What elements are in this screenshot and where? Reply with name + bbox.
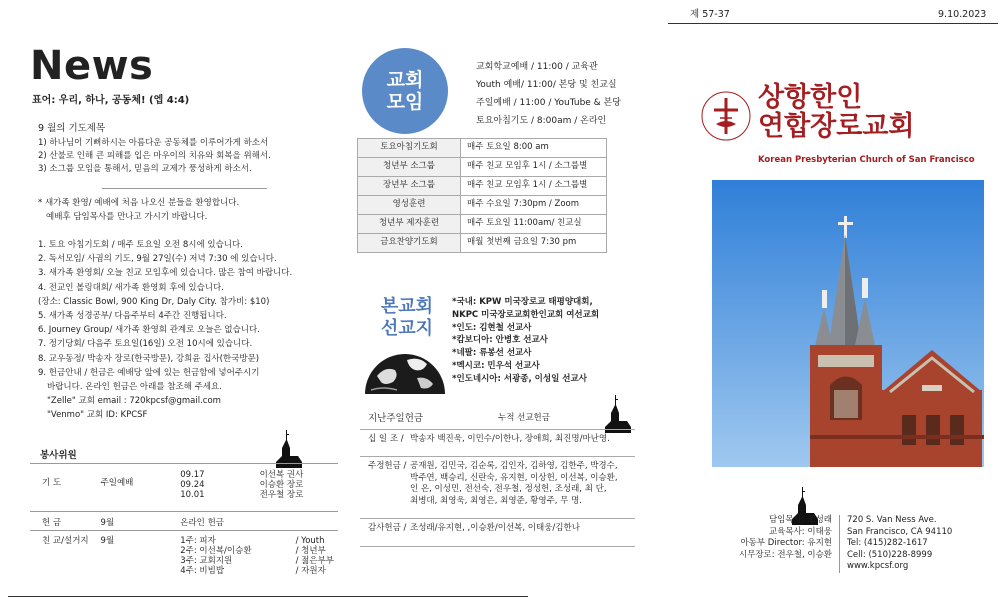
- prayer-list: [38, 137, 283, 176]
- bulletin-date: 9.10.2023: [938, 9, 987, 20]
- list-item: *국내: KPW 미국장로교 태평양대회,: [452, 297, 593, 307]
- church-name: 상항한인 연합장로교회: [758, 82, 915, 142]
- motto: 표어: 우리, 하나, 공동체! (엡 4:4): [32, 95, 190, 106]
- announcement: 2. 독서모임/ 사귐의 기도, 9월 27일(수) 저녁 7:30 에 있습니다.: [38, 254, 277, 265]
- church-address: 720 S. Van Ness Ave. San Francisco, CA 94110 Tel: (415)282-1617 Cell: (510)228-8999 www.kpcsf.org: [847, 515, 953, 571]
- divider: [360, 429, 635, 430]
- announcement: 5. 새가족 성경공부/ 다음주부터 4주간 진행됩니다.: [38, 311, 227, 322]
- table-row: 장년부 소그룹 매주 친교 모임후 1시 / 소그룹별: [358, 177, 607, 196]
- list-item: *인도: 김현철 선교사: [452, 322, 532, 333]
- announcement: "Zelle" 교회 email : 720kpcsf@gmail.com: [47, 396, 221, 407]
- divider: [839, 515, 840, 573]
- missions-list: [452, 296, 599, 386]
- announcement: 바랍니다. 온라인 헌금은 아래를 참조해 주세요.: [47, 382, 222, 393]
- meeting-schedule-table: [357, 138, 607, 253]
- news-title: News: [30, 43, 154, 89]
- offering-names: 조성래/유지현, ,이승환/이선복, 이태웅/김한나: [410, 523, 580, 533]
- staff-list: 담임목사: 조성래 교육목사: 이태웅 아동부 Director: 유지현 시무장로: 전우철, 이승환: [738, 515, 832, 560]
- offering-label: 십 일 조 /: [368, 434, 404, 444]
- globe-icon: [363, 346, 447, 398]
- announcement: 3. 새가족 환영회/ 오늘 친교 모임후에 있습니다. 많은 참여 바랍니다.: [38, 268, 293, 279]
- prayer-item: 2) 산불로 인해 큰 피해를 입은 마우이의 치유와 회복을 위해서.: [38, 151, 271, 161]
- offering-label: 주정헌금 /: [368, 461, 407, 471]
- church-silhouette-icon: [605, 395, 633, 433]
- table-row: 청년부 제자훈련 매주 토요일 11:00am/ 친교실: [358, 215, 607, 234]
- church-name-english: Korean Presbyterian Church of San Francisco: [758, 155, 975, 165]
- divider: [360, 546, 635, 547]
- list-item: 교회학교예배 / 11:00 / 교육관: [476, 62, 598, 72]
- list-item: *캄보디아: 안병호 선교사: [452, 335, 548, 346]
- list-item: *인도네시아: 서광종, 이성일 선교사: [452, 373, 587, 384]
- announcement: 9. 헌금안내 / 헌금은 예배당 앞에 있는 헌금함에 넣어주시기: [38, 367, 260, 378]
- table-row: 영성훈련 매주 수요일 7:30pm / Zoom: [358, 196, 607, 215]
- service-heading: 봉사위원: [40, 450, 77, 461]
- table-row: 친 교/설거지 9월 1주: 피자 2주: 이선복/이승환 3주: 교회지원 4주: 비빔밥 / Youth / 청년부 / 젊은부부 / 자원자: [42, 536, 334, 576]
- mission-offering-heading: 누적 선교헌금: [498, 413, 550, 423]
- offering-names: 박송자 백진욱, 이민수/이한나, 장애희, 최진명/마난영.: [410, 434, 610, 444]
- table-row: 토요아침기도회 매주 토요일 8:00 am: [358, 139, 607, 158]
- divider: [102, 188, 267, 189]
- offering-label: 감사헌금 /: [368, 523, 407, 533]
- table-row: 청년부 소그룹 매주 친교 모임후 1시 / 소그룹별: [358, 158, 607, 177]
- announcement: 6. Journey Group/ 새가족 환영회 관계로 오늘은 없습니다.: [38, 325, 260, 336]
- announcement: 8. 교우동정/ 박송자 장로(한국방문), 강희윤 집사(한국방문): [38, 353, 260, 364]
- list-item: NKPC 미국장로교회한인교회 여선교회: [452, 309, 600, 320]
- meetings-badge: 교회 모임: [362, 48, 448, 134]
- announcement: "Venmo" 교회 ID: KPCSF: [47, 410, 148, 421]
- prayer-item: 1) 하나님이 기뻐하시는 아름다운 공동체를 이루어가게 하소서: [38, 138, 269, 148]
- list-item: 토요아침기도 / 8:00am / 온라인: [476, 116, 607, 126]
- footer-rule: [8, 596, 528, 597]
- table-row: 기 도 주일예배 09.17 09.24 10.01 이선복 권사 이승환 장로 전우철 장로: [42, 469, 304, 500]
- table-row: 헌 금 9월 온라인 헌금: [42, 517, 224, 528]
- divider: [360, 456, 635, 457]
- list-item: 주일예배 / 11:00 / YouTube & 본당: [476, 98, 621, 108]
- list-item: *멕시코: 민우석 선교사: [452, 360, 540, 371]
- prayer-heading: 9 월의 기도제목: [38, 123, 106, 134]
- welcome-note: [38, 196, 288, 224]
- worship-list: [476, 58, 621, 130]
- announcement-list: [38, 238, 293, 423]
- list-item: Youth 예배/ 11:00/ 본당 및 친교실: [476, 80, 617, 90]
- announcement: 1. 토요 아침기도회 / 매주 토요일 오전 8시에 있습니다.: [38, 240, 243, 250]
- service-table: [30, 463, 338, 578]
- church-building-photo: [712, 180, 984, 467]
- table-row: 금요찬양기도회 매월 첫번째 금요일 7:30 pm: [358, 234, 607, 253]
- welcome-line: 예배후 담임목사를 만나고 가시기 바랍니다.: [46, 212, 208, 222]
- offering-heading: 지난주일헌금: [368, 413, 424, 424]
- issue-number: 제 57-37: [690, 9, 730, 20]
- announcement: 4. 전교인 볼링대회/ 새가족 환영회 후에 있습니다.: [38, 282, 224, 293]
- offering-names: 공재원, 김민국, 김순록, 김인자, 김하영, 김한주, 박경수, 박주연, 백승리, 신란숙, 유지현, 이상헌, 이선복, 이승환, 인 온, 이성민, 전선숙, 전우철, 정성헌, 조성래, 최 단, 최병대, 최영욱, 최영은, 최영준, 황영주, 무 명.: [410, 461, 618, 506]
- church-logo: [700, 90, 752, 146]
- announcement: 7. 정기당회/ 다음주 토요일(16일) 오전 10시에 있습니다.: [38, 339, 253, 350]
- announcement: (장소: Classic Bowl, 900 King Dr, Daly City. 참가비: $10): [38, 296, 270, 307]
- list-item: *네팔: 류봉선 선교사: [452, 348, 532, 359]
- welcome-line: * 새가족 환영/ 예배에 처음 나오신 분들을 환영합니다.: [38, 198, 240, 208]
- website-link[interactable]: www.kpcsf.org: [847, 561, 909, 571]
- missions-title: 본교회 선교지: [380, 296, 434, 339]
- prayer-item: 3) 소그룹 모임을 통해서, 믿음의 교제가 풍성하게 하소서.: [38, 164, 252, 174]
- divider: [360, 518, 635, 519]
